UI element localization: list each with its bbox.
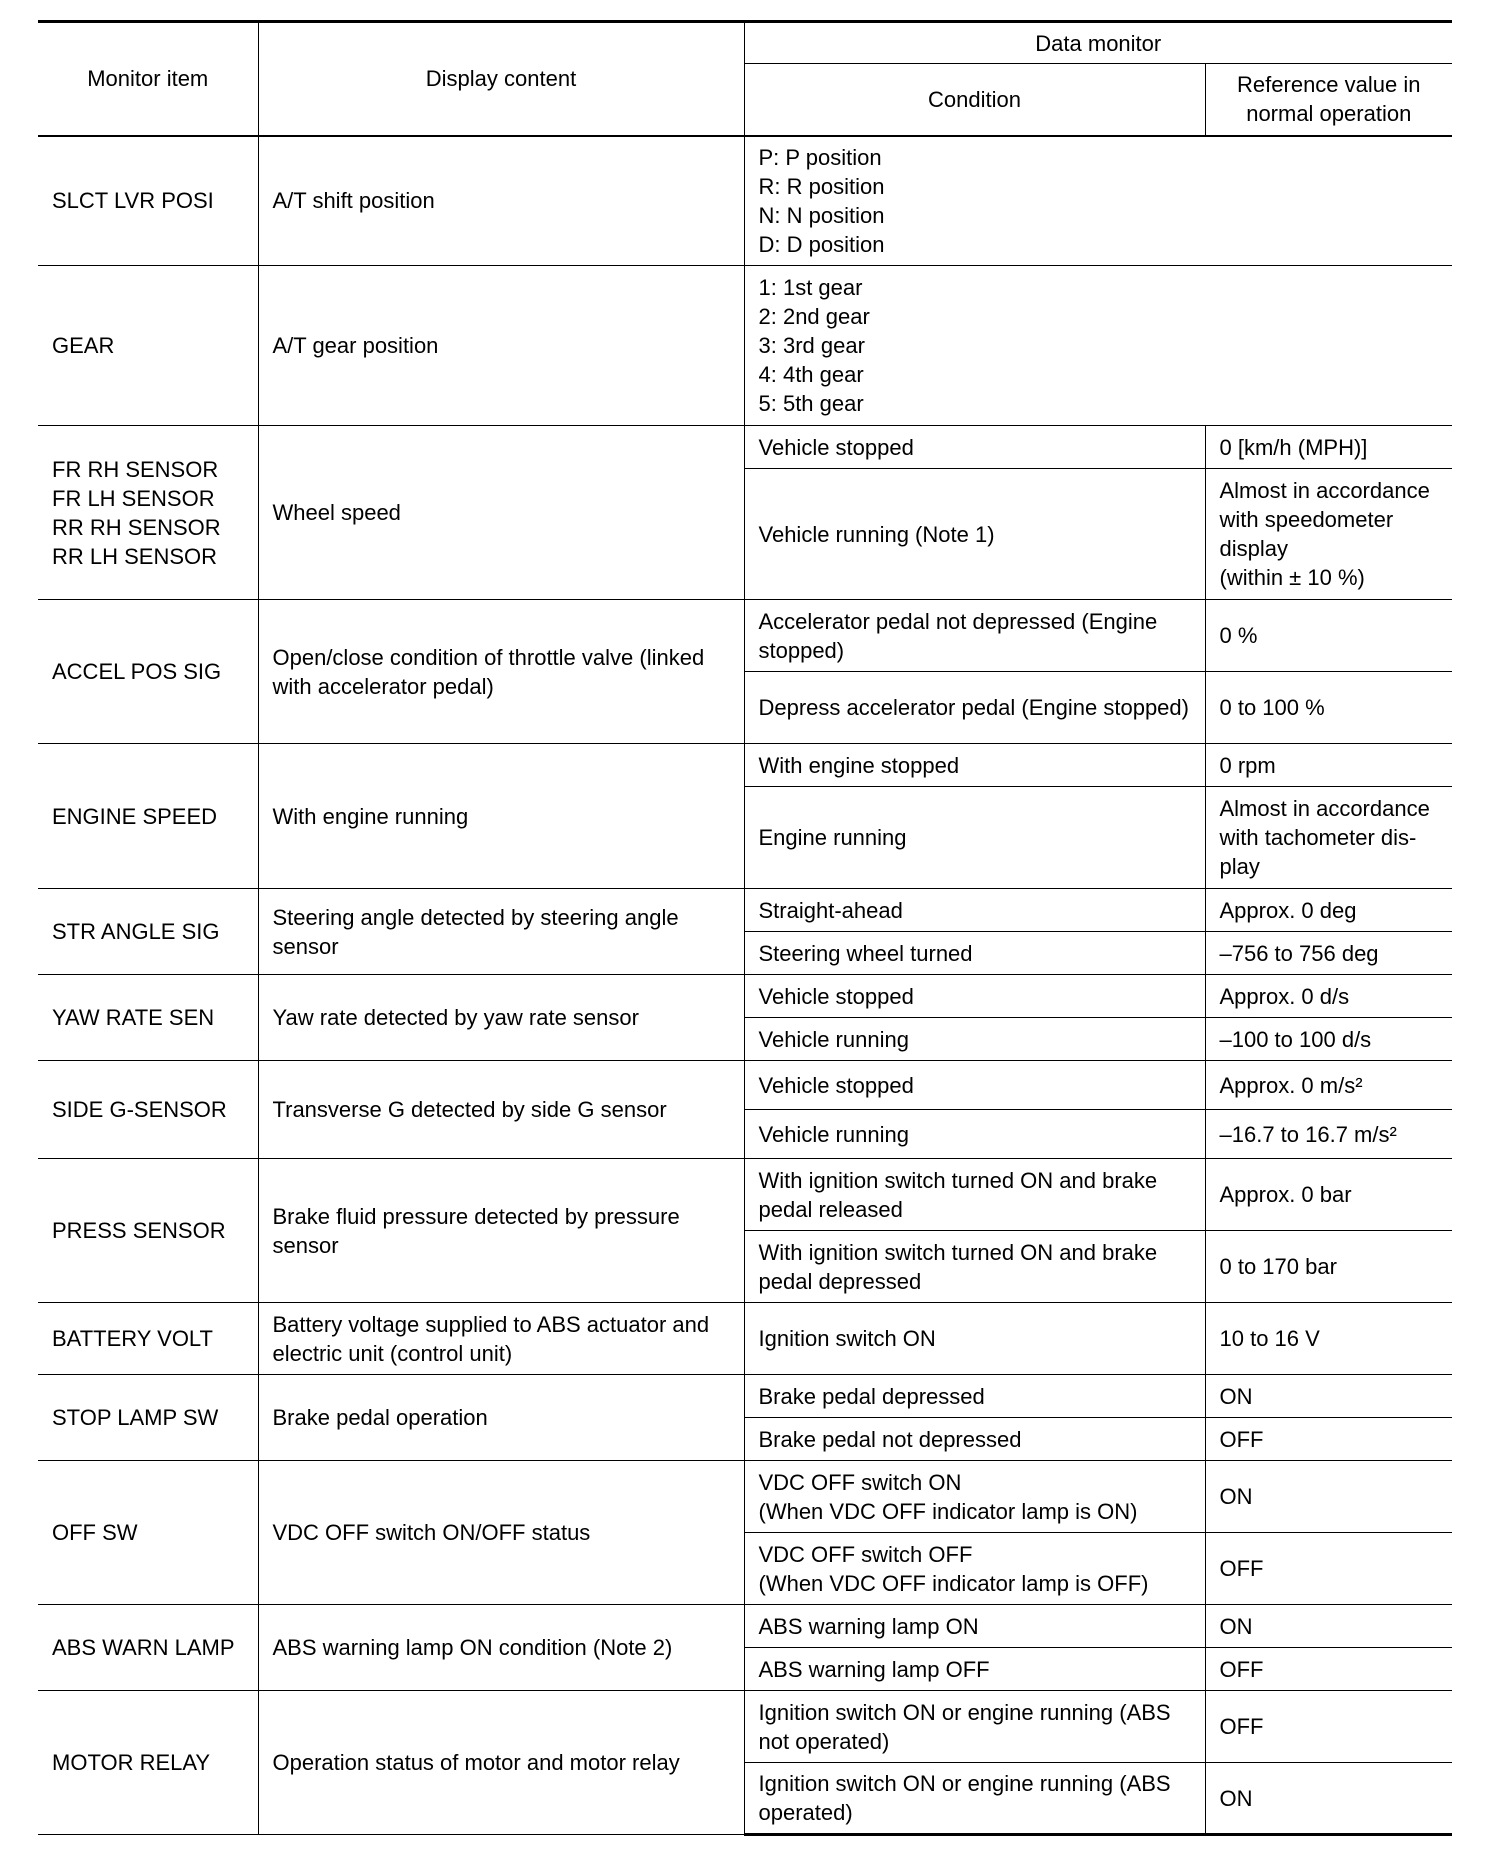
condition: Straight-ahead — [744, 889, 1205, 932]
reference-value: Approx. 0 d/s — [1205, 975, 1452, 1018]
condition: With ignition switch turned ON and brake pedal released — [744, 1159, 1205, 1231]
reference-value: ON — [1205, 1605, 1452, 1648]
condition: ABS warning lamp ON — [744, 1605, 1205, 1648]
monitor-item: GEAR — [38, 266, 258, 426]
monitor-item: STR ANGLE SIG — [38, 889, 258, 975]
display-content: Wheel speed — [258, 426, 744, 600]
header-condition: Condition — [744, 64, 1205, 136]
table-row — [38, 1605, 1452, 1648]
condition: Vehicle running — [744, 1018, 1205, 1061]
condition: ABS warning lamp OFF — [744, 1648, 1205, 1691]
data-monitor-table — [38, 20, 1452, 1836]
monitor-item: BATTERY VOLT — [38, 1303, 258, 1375]
table-row — [38, 1375, 1452, 1418]
condition: Ignition switch ON or engine running (ABS operated) — [744, 1763, 1205, 1835]
display-content: Steering angle detected by steering angle sensor — [258, 889, 744, 975]
display-content: Brake fluid pressure detected by pressure sensor — [258, 1159, 744, 1303]
table-row — [38, 266, 1452, 426]
condition: Depress accelerator pedal (Engine stopped) — [744, 672, 1205, 744]
reference-value: Approx. 0 m/s² — [1205, 1061, 1452, 1110]
reference-value: Approx. 0 deg — [1205, 889, 1452, 932]
reference-values: P: P position R: R position N: N position D: D position — [744, 136, 1452, 266]
display-content: Open/close condition of throttle valve (linked with accelerator pedal) — [258, 600, 744, 744]
monitor-item: SLCT LVR POSI — [38, 136, 258, 266]
monitor-item: ACCEL POS SIG — [38, 600, 258, 744]
reference-value: 0 [km/h (MPH)] — [1205, 426, 1452, 469]
reference-value: OFF — [1205, 1648, 1452, 1691]
monitor-item: STOP LAMP SW — [38, 1375, 258, 1461]
header-data-monitor: Data monitor — [744, 22, 1452, 64]
table-row — [38, 1303, 1452, 1375]
monitor-item: PRESS SENSOR — [38, 1159, 258, 1303]
monitor-item: ENGINE SPEED — [38, 744, 258, 889]
reference-value: –100 to 100 d/s — [1205, 1018, 1452, 1061]
table-header — [38, 22, 1452, 136]
display-content: ABS warning lamp ON condition (Note 2) — [258, 1605, 744, 1691]
display-content: Battery voltage supplied to ABS actuator and electric unit (control unit) — [258, 1303, 744, 1375]
reference-value: OFF — [1205, 1691, 1452, 1763]
table-row — [38, 889, 1452, 932]
reference-value: Almost in accordance with tachometer dis-play — [1205, 787, 1452, 889]
table-row — [38, 744, 1452, 787]
display-content: A/T gear position — [258, 266, 744, 426]
table-row — [38, 426, 1452, 469]
table-row — [38, 136, 1452, 266]
condition: With ignition switch turned ON and brake pedal depressed — [744, 1231, 1205, 1303]
display-content: Brake pedal operation — [258, 1375, 744, 1461]
reference-value: Almost in accordance with speedometer display (within ± 10 %) — [1205, 469, 1452, 600]
condition: Engine running — [744, 787, 1205, 889]
header-reference-value: Reference value in normal operation — [1205, 64, 1452, 136]
monitor-item: SIDE G-SENSOR — [38, 1061, 258, 1159]
reference-values: 1: 1st gear 2: 2nd gear 3: 3rd gear 4: 4th gear 5: 5th gear — [744, 266, 1452, 426]
reference-value: 0 % — [1205, 600, 1452, 672]
monitor-item: MOTOR RELAY — [38, 1691, 258, 1835]
display-content: VDC OFF switch ON/OFF status — [258, 1461, 744, 1605]
reference-value: –756 to 756 deg — [1205, 932, 1452, 975]
monitor-item: ABS WARN LAMP — [38, 1605, 258, 1691]
condition: Vehicle stopped — [744, 426, 1205, 469]
reference-value: 0 to 100 % — [1205, 672, 1452, 744]
table-row — [38, 1691, 1452, 1763]
display-content: With engine running — [258, 744, 744, 889]
reference-value: Approx. 0 bar — [1205, 1159, 1452, 1231]
condition: Brake pedal depressed — [744, 1375, 1205, 1418]
reference-value: OFF — [1205, 1533, 1452, 1605]
condition: Ignition switch ON — [744, 1303, 1205, 1375]
display-content: Transverse G detected by side G sensor — [258, 1061, 744, 1159]
condition: Ignition switch ON or engine running (ABS not operated) — [744, 1691, 1205, 1763]
monitor-item: YAW RATE SEN — [38, 975, 258, 1061]
condition: Steering wheel turned — [744, 932, 1205, 975]
reference-value: 0 to 170 bar — [1205, 1231, 1452, 1303]
condition: With engine stopped — [744, 744, 1205, 787]
reference-value: ON — [1205, 1375, 1452, 1418]
table-row — [38, 1061, 1452, 1110]
condition: Vehicle running (Note 1) — [744, 469, 1205, 600]
table-row — [38, 975, 1452, 1018]
display-content: A/T shift position — [258, 136, 744, 266]
condition: Vehicle stopped — [744, 1061, 1205, 1110]
monitor-item: FR RH SENSOR FR LH SENSOR RR RH SENSOR RR LH SENSOR — [38, 426, 258, 600]
condition: Vehicle running — [744, 1110, 1205, 1159]
display-content: Yaw rate detected by yaw rate sensor — [258, 975, 744, 1061]
reference-value: 10 to 16 V — [1205, 1303, 1452, 1375]
condition: Accelerator pedal not depressed (Engine stopped) — [744, 600, 1205, 672]
condition: VDC OFF switch ON (When VDC OFF indicator lamp is ON) — [744, 1461, 1205, 1533]
monitor-item: OFF SW — [38, 1461, 258, 1605]
condition: Vehicle stopped — [744, 975, 1205, 1018]
reference-value: 0 rpm — [1205, 744, 1452, 787]
header-display-content: Display content — [258, 22, 744, 136]
display-content: Operation status of motor and motor relay — [258, 1691, 744, 1835]
table-row — [38, 600, 1452, 672]
condition: Brake pedal not depressed — [744, 1418, 1205, 1461]
table-row — [38, 1461, 1452, 1533]
reference-value: OFF — [1205, 1418, 1452, 1461]
reference-value: ON — [1205, 1461, 1452, 1533]
table-row — [38, 1159, 1452, 1231]
condition: VDC OFF switch OFF (When VDC OFF indicator lamp is OFF) — [744, 1533, 1205, 1605]
reference-value: –16.7 to 16.7 m/s² — [1205, 1110, 1452, 1159]
reference-value: ON — [1205, 1763, 1452, 1835]
header-monitor-item: Monitor item — [38, 22, 258, 136]
